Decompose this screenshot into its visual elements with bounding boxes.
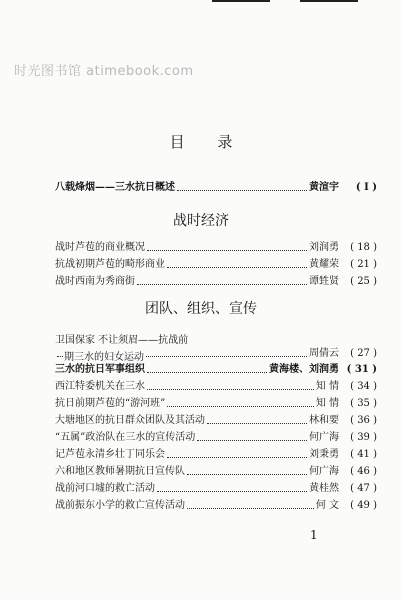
toc-entry (55, 396, 377, 410)
leader-dots (167, 406, 314, 407)
toc-entry (55, 240, 377, 254)
toc-entry (55, 257, 377, 271)
toc-entry-page: ( 35 ) (350, 398, 377, 409)
toc-entry-author: 林和要 (309, 415, 339, 426)
toc-entry-author: 周倩云 (309, 348, 339, 359)
toc-entry-title: 西江特委机关在三水 (55, 381, 145, 392)
leader-dots (167, 267, 307, 268)
toc-entry-page: ( 21 ) (350, 259, 377, 270)
toc-entry-page: ( 25 ) (350, 276, 377, 287)
toc-entry-author: 何广海 (309, 432, 339, 443)
toc-entry (55, 481, 377, 495)
toc-entry-page: ( 39 ) (350, 432, 377, 443)
leader-dots (197, 440, 307, 441)
toc-entry-title: 战前河口墟的救亡活动 (55, 483, 155, 494)
toc-entry-author: 知 情 (315, 381, 339, 392)
page-title: 目 录 (169, 133, 247, 151)
toc-entry-page: ( 46 ) (350, 466, 377, 477)
section-title-economy: 战时经济 (173, 213, 229, 229)
toc-entry (55, 362, 377, 376)
top-rule-left (212, 0, 270, 2)
toc-entry (55, 498, 377, 512)
toc-entry-title: 三水的抗日军事组织 (55, 364, 145, 375)
toc-entry (55, 464, 377, 478)
top-rule-right (300, 0, 358, 2)
toc-entry-title: 抗日前期芦苞的“游河班” (55, 398, 166, 409)
toc-entry-author: 黄渲宇 (309, 182, 339, 193)
toc-entry-author: 何 文 (315, 500, 339, 511)
toc-entry-title: 八载烽烟——三水抗日概述 (55, 182, 175, 193)
toc-entry-title: 记芦苞永清乡壮丁同乐会 (55, 449, 165, 460)
toc-entry-title: 大塘地区的抗日群众团队及其活动 (55, 415, 205, 426)
leader-dots (207, 423, 307, 424)
toc-entry-page: ( 31 ) (346, 364, 377, 375)
toc-entry-title: 六和地区教师暑期抗日宣传队 (55, 466, 185, 477)
toc-entry-page: ( 36 ) (350, 415, 377, 426)
leader-dots (157, 491, 307, 492)
page-number: 1 (310, 528, 318, 542)
leader-dots (147, 250, 307, 251)
toc-entry-title: 抗战初期芦苞的畸形商业 (55, 259, 165, 270)
toc-entry-page: ( 18 ) (350, 242, 377, 253)
section-title-groups: 团队、组织、宣传 (145, 301, 257, 317)
toc-entry-title: 战前振东小学的救亡宣传活动 (55, 500, 185, 511)
toc-entry-author: 何广海 (309, 466, 339, 477)
leader-dots (187, 508, 314, 509)
toc-entry-page: ( 27 ) (350, 348, 377, 359)
toc-entry-page: ( 41 ) (350, 449, 377, 460)
toc-entry-page: ( 47 ) (350, 483, 377, 494)
toc-entry-author: 刘秉勇 (309, 449, 339, 460)
toc-entry-author: 黄桂然 (309, 483, 339, 494)
toc-entry-heading: 卫国保家 不让须眉——抗战前 (55, 335, 189, 346)
leader-dots (137, 284, 307, 285)
toc-entry-author: 谭甡贤 (309, 276, 339, 287)
leader-dots (167, 457, 307, 458)
leader-dots (187, 474, 307, 475)
toc-entry-author: 知 情 (315, 398, 339, 409)
toc-entry-author: 黄海楼、刘润勇 (269, 364, 339, 375)
toc-entry-author: 黄耀荣 (309, 259, 339, 270)
leader-dots (147, 389, 314, 390)
toc-entry-page: ( I ) (355, 182, 377, 193)
toc-entry-title: 战时芦苞的商业概况 (55, 242, 145, 253)
leader-dots (147, 372, 267, 373)
toc-entry-title: “五属”政治队在三水的宣传活动 (55, 432, 196, 443)
toc-entry (55, 430, 377, 444)
toc-entry-author: 刘润勇 (309, 242, 339, 253)
toc-entry-page: ( 49 ) (350, 500, 377, 511)
toc-entry (55, 413, 377, 427)
toc-entry-overview (55, 180, 377, 194)
toc-entry (55, 447, 377, 461)
toc-entry-page: ( 34 ) (350, 381, 377, 392)
toc-entry (55, 379, 377, 393)
watermark: 时光图书馆 atimebook.com (14, 64, 194, 79)
toc-entry-subtitle: 期三水的妇女运动 (64, 348, 146, 363)
toc-entry (55, 274, 377, 288)
leader-dots (177, 190, 307, 191)
toc-entry-title: 战时西南为秀商街 (55, 276, 135, 287)
